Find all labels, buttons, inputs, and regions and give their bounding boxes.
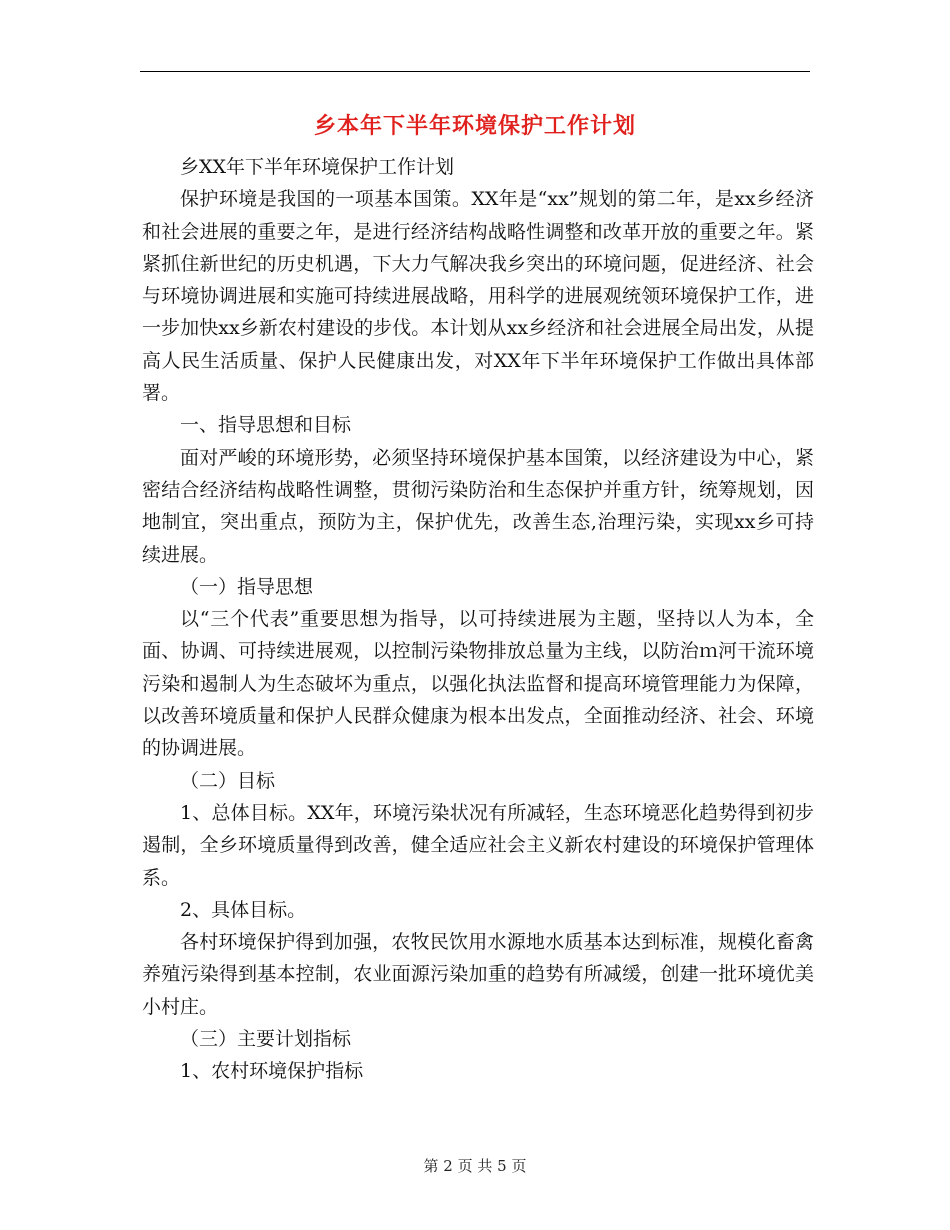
body-paragraph: 乡XX年下半年环境保护工作计划 <box>180 156 455 178</box>
body-paragraph: 面对严峻的环境形势，必须坚持环境保护基本国策，以经济建设为中心，紧密结合经济结构战略性调整，贯彻污染防治和生态保护并重方针，统筹规划，因地制宜，突出重点，预防为主，保护优先，改善生态,治理污染，实现xx乡可持续进展。 <box>142 446 814 566</box>
subsection-heading: （一）指导思想 <box>180 575 314 598</box>
body-paragraph: 1、总体目标。XX年，环境污染状况有所减轻，生态环境恶化趋势得到初步遏制，全乡环境质量得到改善，健全适应社会主义新农村建设的环境保护管理体系。 <box>142 801 814 889</box>
subsection-heading: （三）主要计划指标 <box>180 1028 352 1051</box>
body-paragraph: 各村环境保护得到加强，农牧民饮用水源地水质基本达到标准，规模化畜禽养殖污染得到基本控制，农业面源污染加重的趋势有所减缓，创建一批环境优美小村庄。 <box>142 931 814 1018</box>
body-paragraph: 1、农村环境保护指标 <box>180 1060 364 1083</box>
subsection-heading: （二）目标 <box>180 769 276 792</box>
header-rule <box>140 71 810 72</box>
body-paragraph: 以“三个代表”重要思想为指导，以可持续进展为主题，坚持以人为本，全面、协调、可持续进展观，以控制污染物排放总量为主线，以防治ｍ河干流环境污染和遏制人为生态破坏为重点，以强化执法监督和提高环境管理能力为保障，以改善环境质量和保护人民群众健康为根本出发点，全面推动经济、社会、环境的协调进展。 <box>142 608 814 760</box>
section-heading: 一、指导思想和目标 <box>180 414 352 437</box>
document-title: 乡本年下半年环境保护工作计划 <box>313 114 636 139</box>
page-number-footer: 第 2 页 共 5 页 <box>423 1157 527 1175</box>
body-paragraph: 2、具体目标。 <box>180 898 307 921</box>
body-paragraph: 保护环境是我国的一项基本国策。XX年是“xx”规划的第二年，是xx乡经济和社会进展的重要之年，是进行经济结构战略性调整和改革开放的重要之年。紧紧抓住新世纪的历史机遇，下大力气解决我乡突出的环境问题，促进经济、社会与环境协调进展和实施可持续进展战略，用科学的进展观统领环境保护工作，进一步加快xx乡新农村建设的步伐。本计划从xx乡经济和社会进展全局出发，从提高人民生活质量、保护人民健康出发，对XX年下半年环境保护工作做出具体部署。 <box>142 188 814 405</box>
document-body <box>142 151 814 1088</box>
